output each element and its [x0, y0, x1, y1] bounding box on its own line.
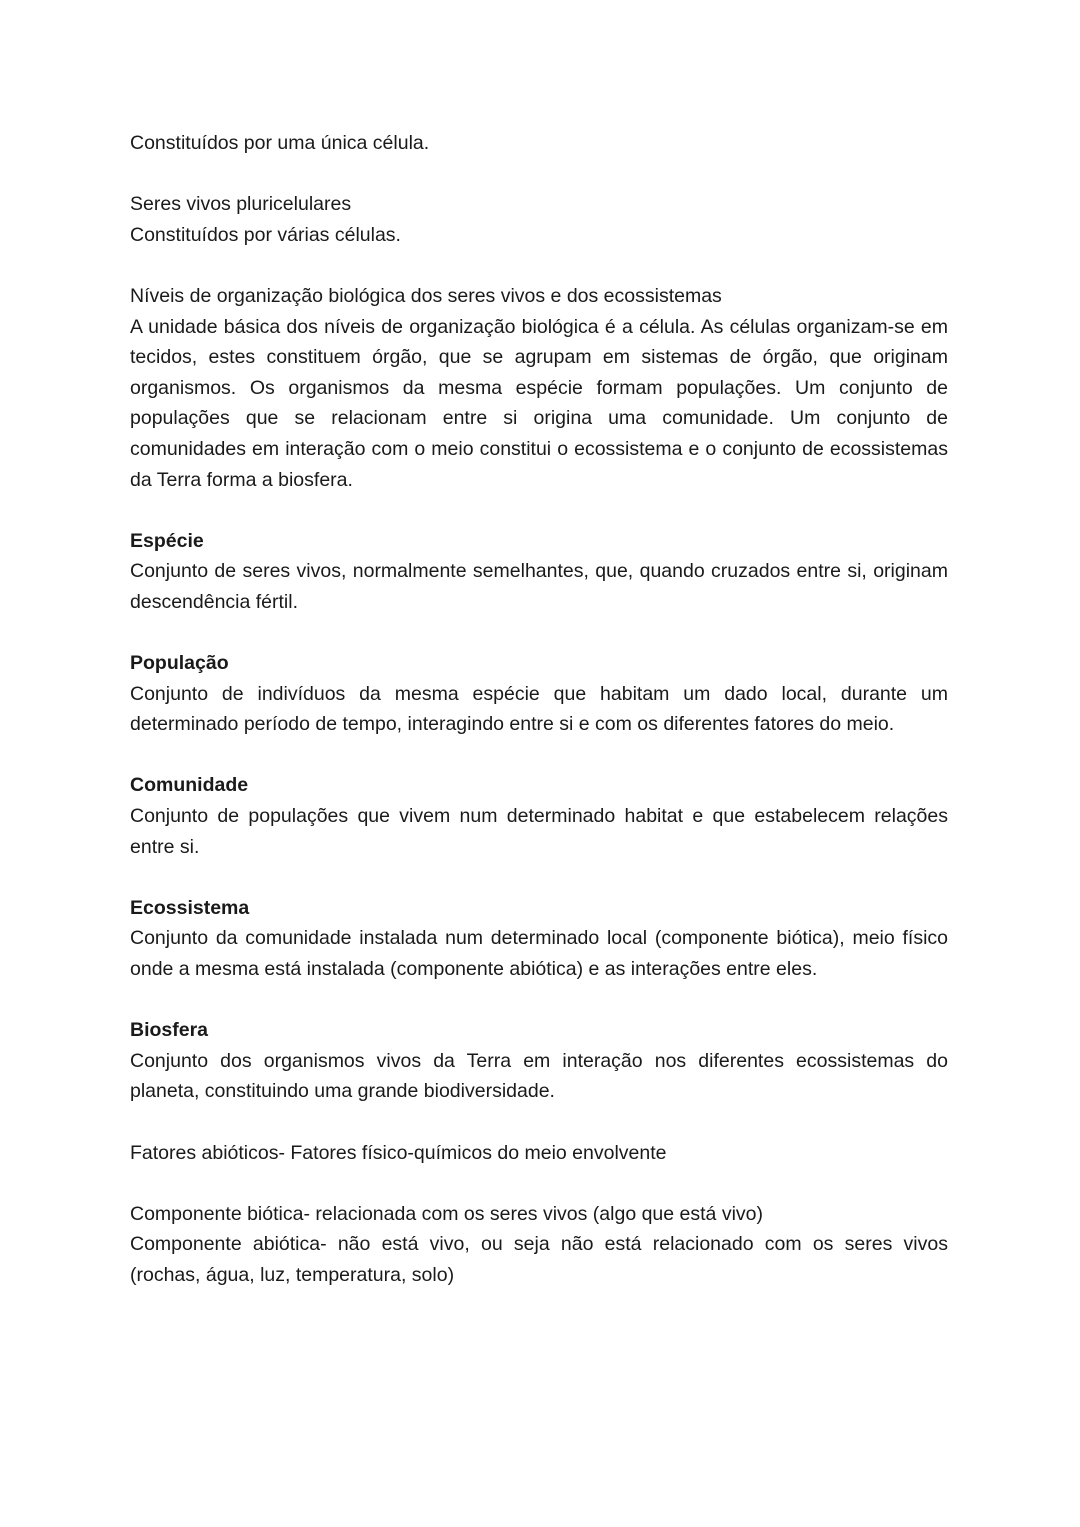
- componente-biotica-text: Componente biótica- relacionada com os seres vivos (algo que está vivo): [130, 1202, 763, 1225]
- spacer: [130, 862, 948, 893]
- especie-paragraph: Conjunto de seres vivos, normalmente semelhantes, que, quando cruzados entre si, originam descendência fértil.: [130, 560, 948, 613]
- ecossistema-heading: Ecossistema: [130, 896, 250, 919]
- componente-abiotica-text: Componente abiótica- não está vivo, ou seja não está relacionado com os seres vivos (rochas, água, luz, temperatura, solo): [130, 1233, 948, 1286]
- ecossistema-paragraph: Conjunto da comunidade instalada num determinado local (componente biótica), meio físico onde a mesma está instalada (componente abiótica) e as interações entre eles.: [130, 927, 948, 981]
- comunidade-paragraph: Conjunto de populações que vivem num determinado habitat e que estabelecem relações entre si.: [130, 805, 948, 858]
- niveis-paragraph: A unidade básica dos níveis de organização biológica é a célula. As células organizam-se em tecidos, estes constituem órgão, que se agrupam em sistemas de órgão, que originam organismos. Os organismos da mesma espécie formam populações. Um conjunto de populações que se relacionam entre si origina uma comunidade. Um conjunto de comunidades em interação com o meio constitui o ecossistema e o conjunto de ecossistemas da Terra forma a biosfera.: [130, 315, 948, 491]
- especie-heading: Espécie: [130, 529, 204, 552]
- spacer: [130, 159, 948, 190]
- fatores-abioticos-text: Fatores abióticos- Fatores físico-químicos do meio envolvente: [130, 1141, 667, 1164]
- spacer: [130, 250, 948, 281]
- spacer: [130, 1168, 948, 1199]
- biosfera-paragraph: Conjunto dos organismos vivos da Terra em interação nos diferentes ecossistemas do planeta, constituindo uma grande biodiversidade.: [130, 1049, 948, 1103]
- biosfera-heading: Biosfera: [130, 1019, 209, 1042]
- document-page: [130, 128, 948, 1291]
- populacao-heading: População: [130, 652, 229, 675]
- spacer: [130, 740, 948, 771]
- spacer: [130, 985, 948, 1016]
- spacer: [130, 495, 948, 526]
- unicelular-text: Constituídos por uma única célula.: [130, 132, 430, 154]
- populacao-paragraph: Conjunto de indivíduos da mesma espécie que habitam um dado local, durante um determinado período de tempo, interagindo entre si e com os diferentes fatores do meio.: [130, 682, 948, 736]
- spacer: [130, 618, 948, 649]
- comunidade-heading: Comunidade: [130, 774, 249, 797]
- pluricelulares-text: Constituídos por várias células.: [130, 223, 401, 246]
- niveis-title: Níveis de organização biológica dos seres vivos e dos ecossistemas: [130, 284, 722, 307]
- pluricelulares-title: Seres vivos pluricelulares: [130, 193, 352, 216]
- spacer: [130, 1107, 948, 1138]
